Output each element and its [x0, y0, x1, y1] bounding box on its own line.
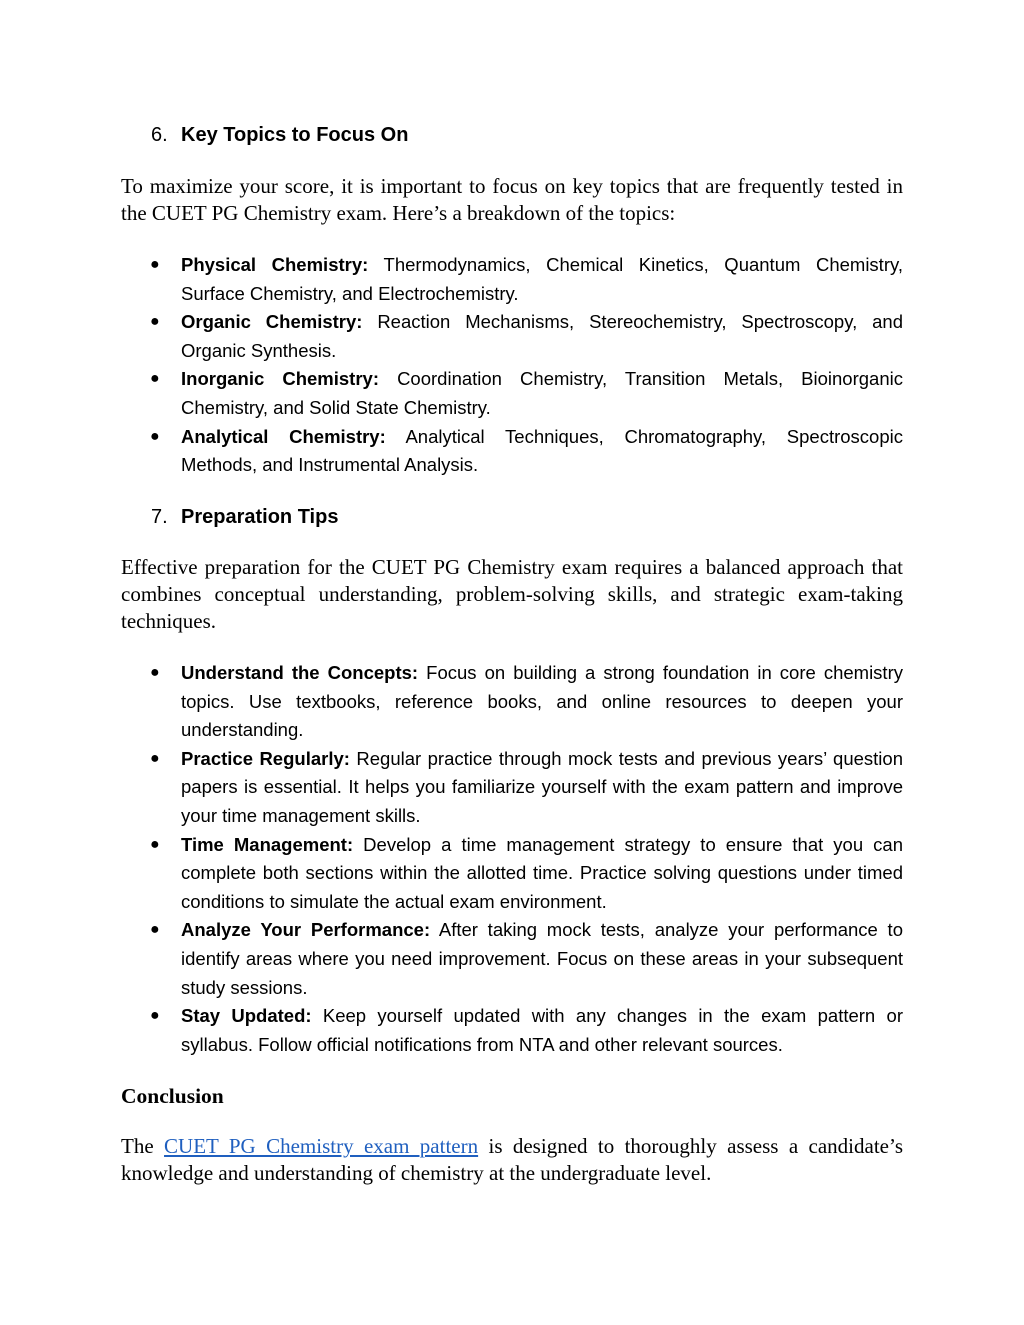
list-item-term: Understand the Concepts: [181, 662, 419, 683]
list-item-term: Time Management: [181, 833, 354, 855]
bullet-icon: ● [150, 370, 160, 388]
list-item-text: Develop a time management strategy to ensure that you can complete both sections within the allotted time. Practice solving questions under timed conditions to simulate the actual exam environment. [181, 833, 903, 912]
section-6-heading [151, 123, 408, 147]
section-6-number: 6. [151, 124, 168, 146]
list-item [150, 365, 903, 422]
bullet-icon: ● [150, 749, 160, 767]
bullet-icon: ● [150, 256, 160, 273]
key-topics-list [150, 251, 903, 480]
preparation-tips-list [150, 659, 903, 1059]
bullet-icon: ● [150, 427, 160, 445]
list-item-text: Keep yourself updated with any changes in the exam pattern or syllabus. Follow official notifications from NTA and other relevant sources. [181, 1005, 903, 1055]
bullet-icon: ● [150, 835, 160, 853]
list-item-text: Coordination Chemistry, Transition Metals, Bioinorganic Chemistry, and Solid State Chemistry. [181, 368, 903, 418]
section-7-number: 7. [151, 506, 168, 528]
list-item [150, 659, 903, 745]
list-item [150, 423, 903, 480]
list-item-term: Organic Chemistry: [181, 311, 363, 333]
list-item-text: Regular practice through mock tests and previous years’ question papers is essential. It helps you familiarize yourself with the exam pattern and improve your time management skills. [181, 747, 903, 826]
list-item [150, 916, 903, 1002]
section-6-title: Key Topics to Focus On [181, 124, 409, 146]
list-item-term: Inorganic Chemistry: [181, 368, 379, 390]
list-item-text: Thermodynamics, Chemical Kinetics, Quantum Chemistry, Surface Chemistry, and Electrochemistry. [181, 254, 903, 304]
section-7-heading [151, 505, 338, 529]
list-item [150, 251, 903, 308]
list-item-text: Focus on building a strong foundation in core chemistry topics. Use textbooks, reference books, and online resources to deepen your understanding. [181, 662, 903, 741]
bullet-icon: ● [150, 664, 160, 681]
list-item [150, 1002, 903, 1059]
section-7-title: Preparation Tips [181, 506, 339, 528]
conclusion-text-after: is designed to thoroughly assess a candidate’s knowledge and understanding of chemistry at the undergraduate level. [121, 1134, 903, 1185]
conclusion-paragraph [121, 1133, 903, 1187]
list-item-term: Analyze Your Performance: [181, 919, 431, 941]
list-item-term: Stay Updated: [181, 1005, 312, 1027]
list-item [150, 745, 903, 831]
list-item [150, 308, 903, 365]
list-item-term: Practice Regularly: [181, 747, 350, 769]
conclusion-text-before: The [121, 1134, 165, 1158]
list-item-text: Reaction Mechanisms, Stereochemistry, Spectroscopy, and Organic Synthesis. [181, 311, 903, 361]
list-item [150, 831, 903, 917]
bullet-icon: ● [150, 1007, 160, 1025]
bullet-icon: ● [150, 921, 160, 939]
list-item-term: Analytical Chemistry: [181, 425, 386, 447]
section-7-intro: Effective preparation for the CUET PG Chemistry exam requires a balanced approach that combines conceptual understanding, problem-solving skills, and strategic exam-taking techniques. [121, 555, 903, 633]
exam-pattern-link[interactable]: CUET PG Chemistry exam pattern [164, 1134, 479, 1158]
list-item-text: Analytical Techniques, Chromatography, Spectroscopic Methods, and Instrumental Analysis. [181, 425, 903, 476]
conclusion-heading: Conclusion [121, 1084, 224, 1108]
bullet-icon: ● [150, 313, 160, 331]
list-item-text: After taking mock tests, analyze your performance to identify areas where you need improvement. Focus on these areas in your subsequent study sessions. [181, 919, 903, 998]
list-item-term: Physical Chemistry: [181, 254, 369, 275]
section-6-intro: To maximize your score, it is important to focus on key topics that are frequently tested in the CUET PG Chemistry exam. Here’s a breakdown of the topics: [121, 174, 903, 225]
